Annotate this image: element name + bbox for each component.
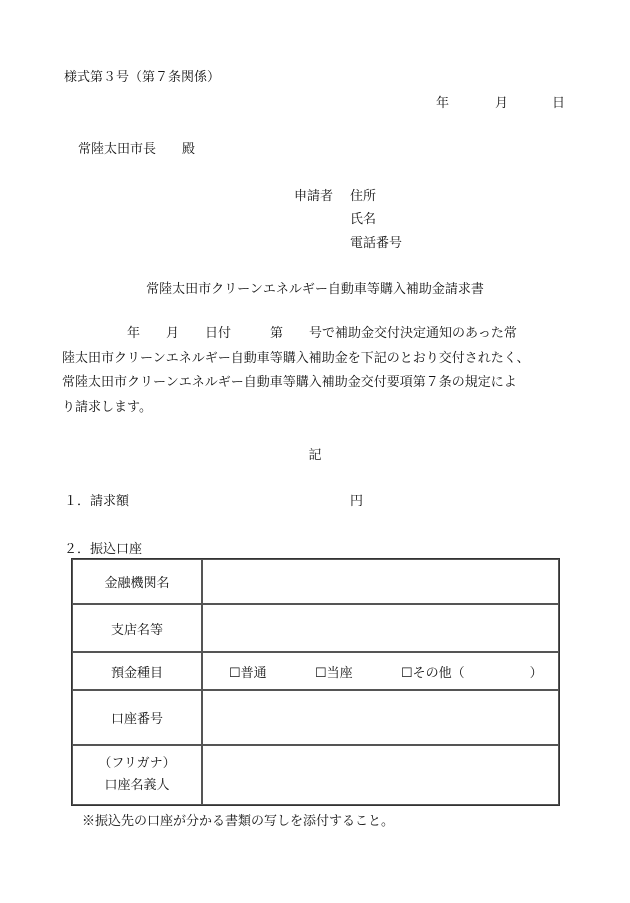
request-body-text (62, 322, 582, 420)
applicant-phone-label: 電話番号 (350, 236, 403, 251)
yen-unit: 円 (350, 494, 364, 509)
checkbox-ordinary[interactable]: ☐普通 (229, 665, 267, 681)
body-line: 年 月 日付 第 号で補助金交付決定通知のあった常 (62, 326, 517, 341)
table-row (72, 745, 559, 805)
date-day: 日 (552, 96, 566, 111)
table-row (72, 604, 559, 652)
table-row (72, 652, 559, 690)
request-amount-label: １．請求額 (64, 494, 130, 509)
applicant-address-label: 住所 (350, 189, 377, 204)
bank-account-table (71, 558, 560, 806)
date-month: 月 (495, 96, 509, 111)
applicant-name-label: 氏名 (350, 212, 377, 227)
checkbox-current[interactable]: ☐当座 (315, 665, 353, 681)
account-type-field (202, 652, 559, 690)
addressee: 常陸太田市長 殿 (78, 142, 196, 157)
body-line: 常陸太田市クリーンエネルギー自動車等購入補助金交付要項第７条の規定によ (62, 375, 517, 390)
branch-name-field[interactable] (202, 604, 559, 652)
account-holder-label (72, 745, 202, 805)
checkbox-other[interactable]: ☐その他（ ） (401, 665, 543, 681)
bank-name-field[interactable] (202, 559, 559, 604)
bank-account-label: ２．振込口座 (64, 542, 143, 557)
branch-name-label: 支店名等 (72, 604, 202, 652)
holder-name-label: 口座名義人 (104, 778, 170, 793)
account-number-field[interactable] (202, 690, 559, 745)
table-row (72, 559, 559, 604)
account-holder-field[interactable] (202, 745, 559, 805)
applicant-role: 申請者 (294, 189, 334, 204)
furigana-label: （フリガナ） (98, 756, 176, 771)
document-title: 常陸太田市クリーンエネルギー自動車等購入補助金請求書 (146, 282, 484, 297)
body-line: り請求します。 (62, 399, 152, 415)
table-row (72, 690, 559, 745)
date-year: 年 (436, 96, 450, 111)
account-number-label: 口座番号 (72, 690, 202, 745)
date-line (436, 92, 565, 111)
attachment-note: ※振込先の口座が分かる書類の写しを添付すること。 (82, 814, 395, 829)
account-type-label: 預金種目 (72, 652, 202, 690)
form-number-label: 様式第３号（第７条関係） (64, 70, 221, 85)
bank-name-label: 金融機関名 (72, 559, 202, 604)
ki-heading: 記 (308, 448, 322, 463)
body-line: 陸太田市クリーンエネルギー自動車等購入補助金を下記のとおり交付されたく、 (62, 350, 530, 366)
